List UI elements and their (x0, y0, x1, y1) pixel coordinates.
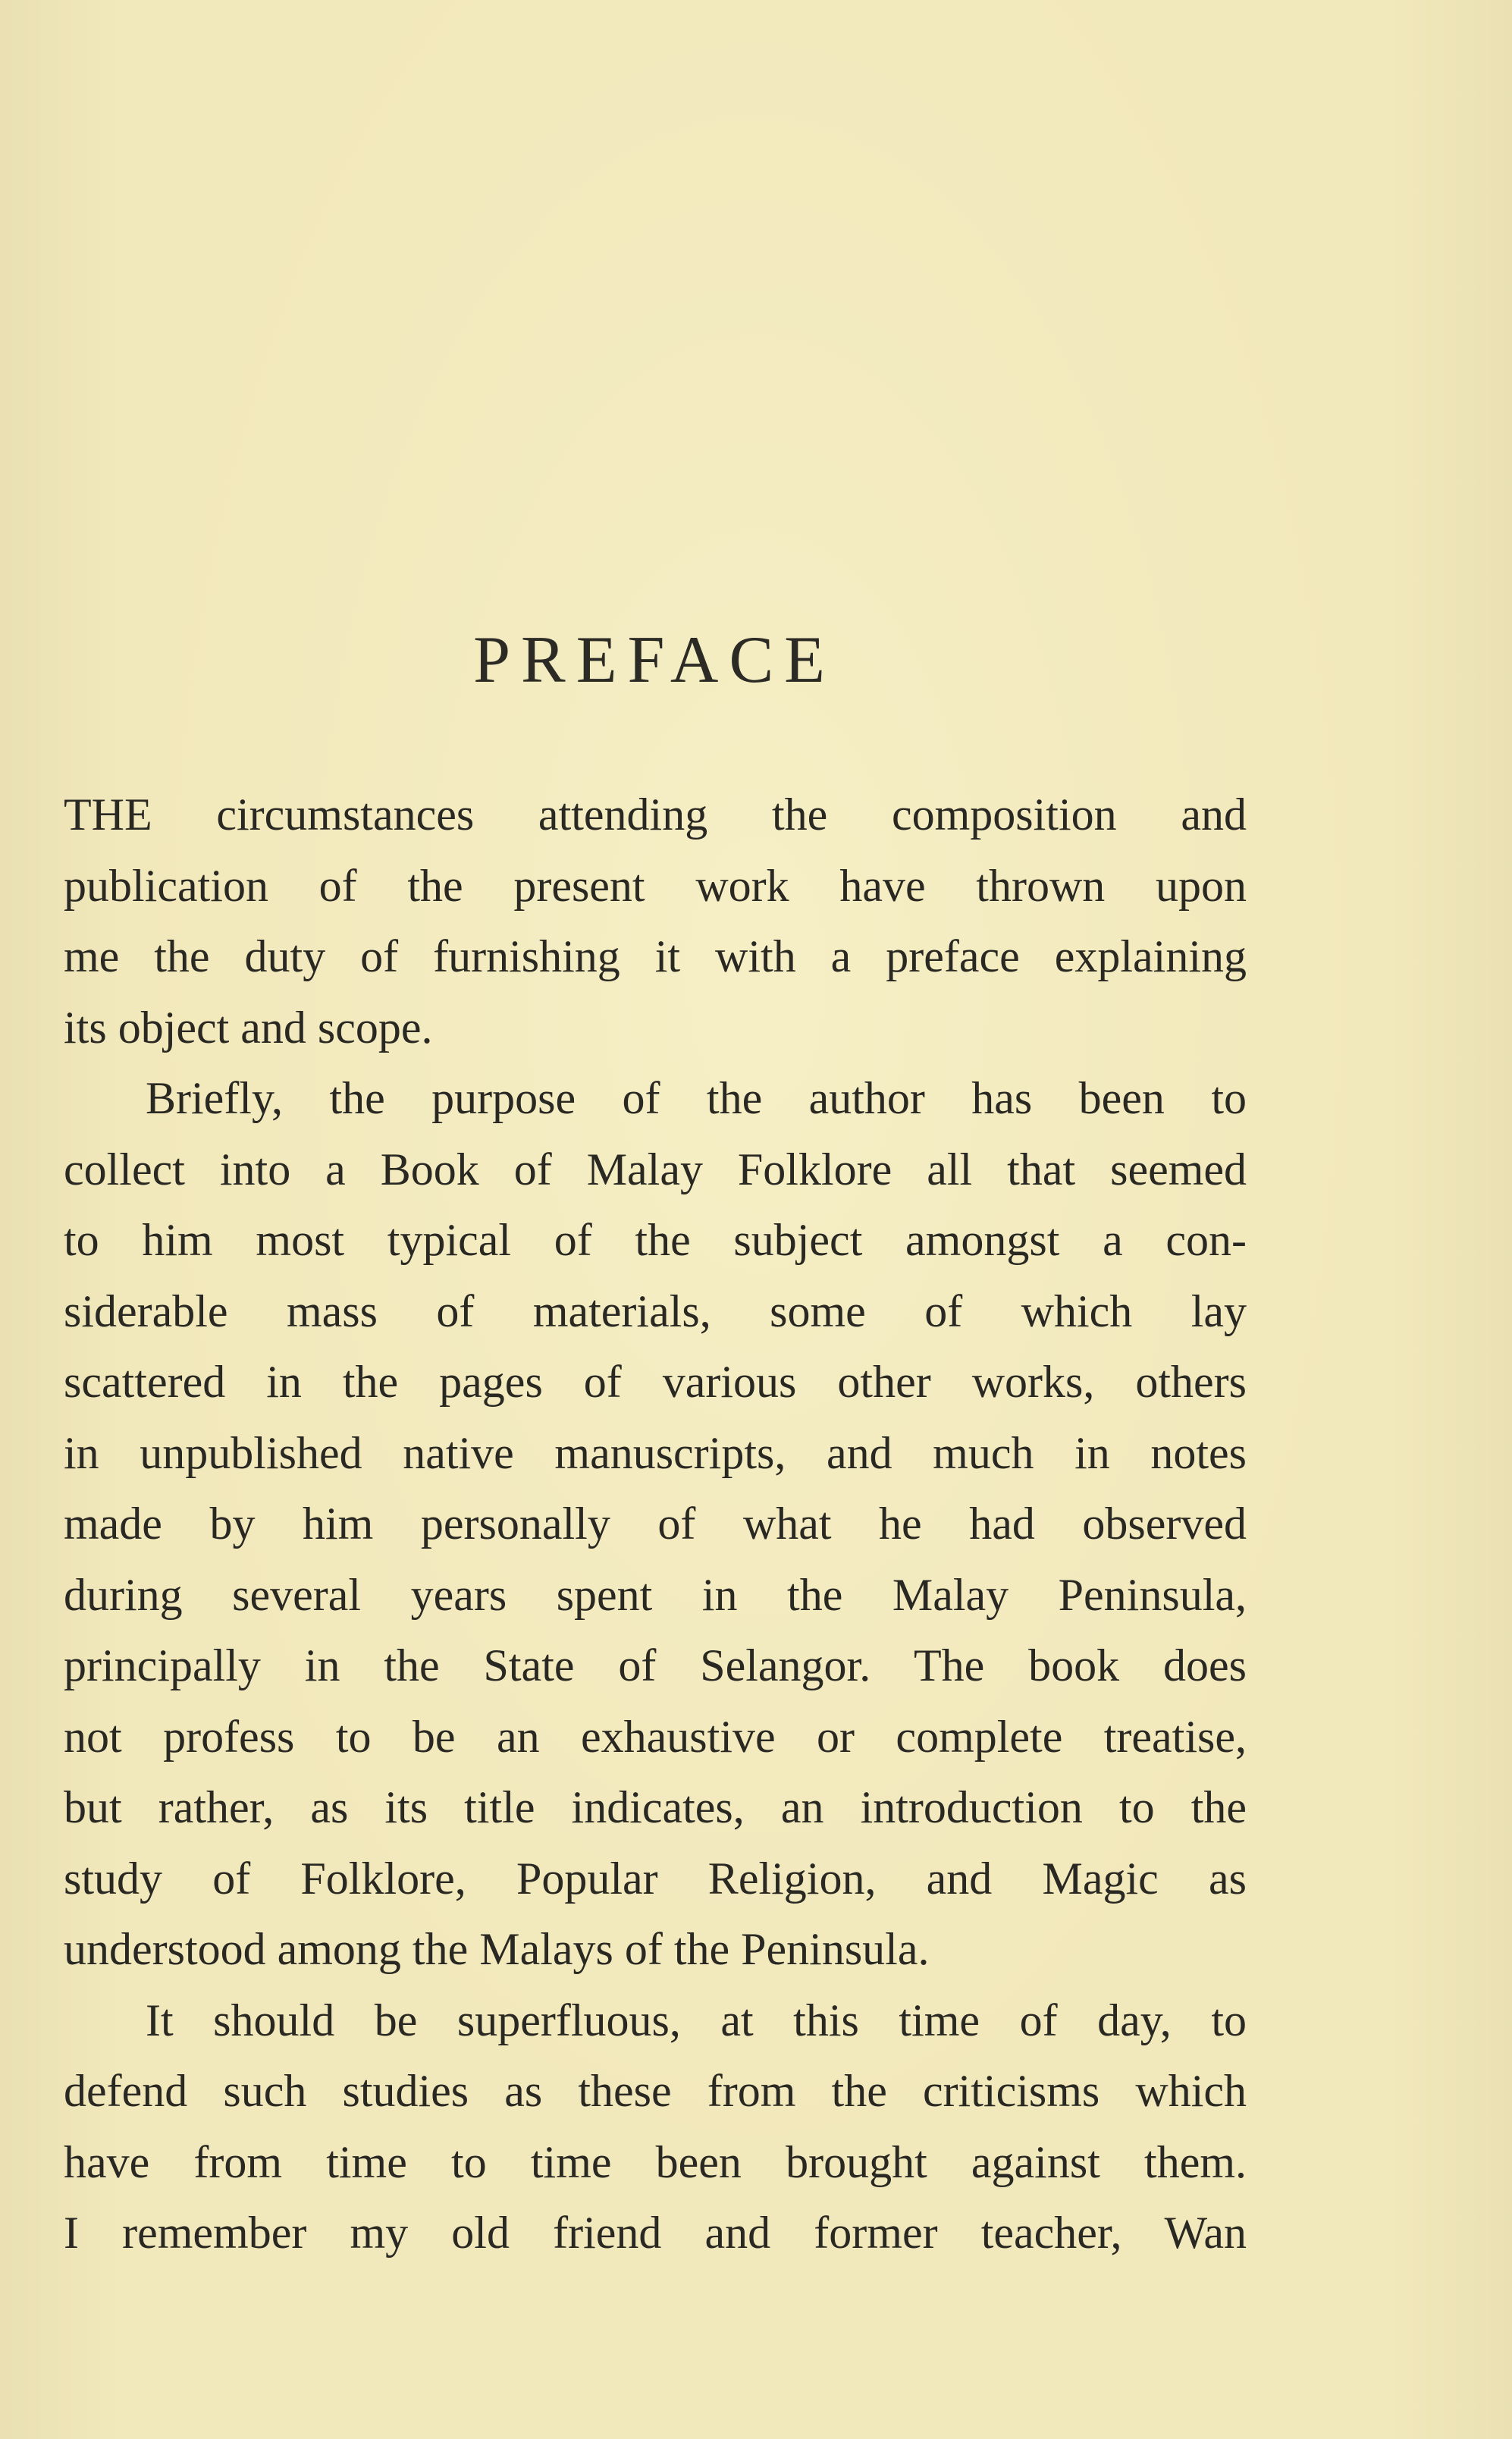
text-line: principally in the State of Selangor. The book does (64, 1640, 1247, 1690)
text-line: understood among the Malays of the Peninsula. (64, 1924, 930, 1974)
paragraph-2 (64, 1063, 1247, 1985)
text-line: siderable mass of materials, some of which lay (64, 1285, 1247, 1336)
text-line: scattered in the pages of various other works, others (64, 1357, 1247, 1407)
text-line: made by him personally of what he had observed (64, 1499, 1247, 1549)
text-line: defend such studies as these from the criticisms which (64, 2066, 1247, 2116)
text-line: have from time to time been brought against them. (64, 2136, 1247, 2187)
paragraph-1 (64, 780, 1247, 1063)
text-line: THE circumstances attending the composition and (64, 789, 1247, 840)
text-line: but rather, as its title indicates, an introduction to the (64, 1782, 1247, 1832)
text-line: I remember my old friend and former teacher, Wan (64, 2208, 1247, 2258)
body-text (64, 780, 1247, 2269)
text-line: not profess to be an exhaustive or complete treatise, (64, 1711, 1247, 1762)
text-line: publication of the present work have thrown upon (64, 860, 1247, 911)
text-line: collect into a Book of Malay Folklore all that seemed (64, 1144, 1247, 1194)
page-heading: PREFACE (473, 623, 836, 697)
text-line: It should be superfluous, at this time of day, to (146, 1995, 1247, 2045)
text-line: to him most typical of the subject amongst a con- (64, 1215, 1247, 1265)
text-line: Briefly, the purpose of the author has been to (146, 1073, 1247, 1123)
text-line: during several years spent in the Malay Peninsula, (64, 1569, 1247, 1620)
text-line: its object and scope. (64, 1002, 433, 1053)
paragraph-3 (64, 1985, 1247, 2269)
text-line: me the duty of furnishing it with a preface explaining (64, 931, 1247, 981)
text-line: study of Folklore, Popular Religion, and Magic as (64, 1853, 1247, 1904)
text-line: in unpublished native manuscripts, and much in notes (64, 1427, 1247, 1478)
